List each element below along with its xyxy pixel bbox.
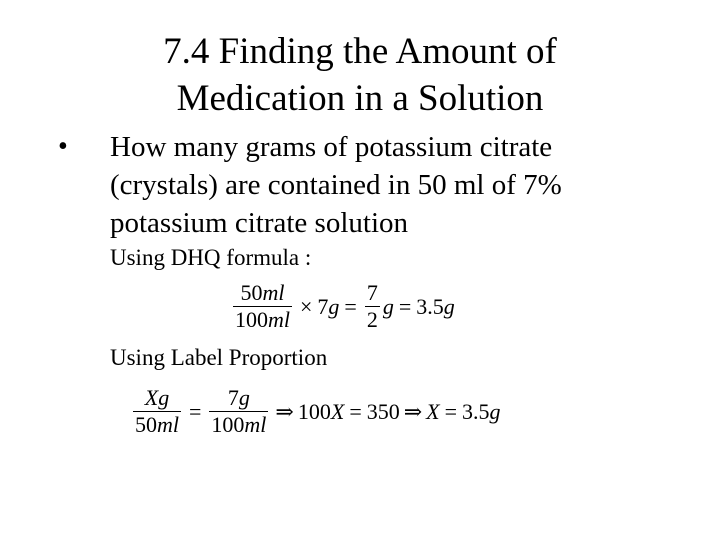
dhq-formula-label: Using DHQ formula : (110, 245, 312, 270)
implies-arrow-icon: ⇒ (275, 398, 294, 424)
equals-sign: = (444, 398, 458, 424)
fraction-numerator: Xg (144, 385, 170, 410)
fraction-denominator: 50ml (135, 412, 179, 437)
times-sign: × (300, 293, 313, 319)
equals-sign: = (189, 398, 202, 424)
equals-sign: = (349, 398, 362, 424)
dhq-result: 3.5g (416, 293, 455, 319)
dhq-equation (230, 281, 455, 332)
bullet-line-2: (crystals) are contained in 50 ml of 7% (110, 169, 562, 201)
final-variable: X (426, 398, 440, 424)
bullet-line-3: potassium citrate solution (110, 207, 409, 239)
quantity: 7g (317, 293, 340, 319)
step-value: 350 (366, 398, 400, 424)
fraction-denominator: 100ml (235, 307, 290, 332)
fraction-numerator: 7g (227, 385, 250, 410)
cross-multiply-step: 100X (297, 398, 345, 424)
dhq-fraction-2 (365, 281, 380, 332)
fraction-denominator: 100ml (211, 412, 267, 437)
equals-sign: = (344, 293, 357, 319)
implies-arrow-icon: ⇒ (403, 398, 423, 424)
proportion-equation (130, 386, 501, 437)
label-proportion-label: Using Label Proportion (110, 345, 328, 370)
dhq-fraction-1 (233, 281, 292, 332)
fraction-denominator: 2 (366, 307, 378, 332)
proportion-fraction-1 (133, 386, 181, 437)
bullet-text (110, 128, 690, 242)
title-line-1: 7.4 Finding the Amount of (163, 31, 557, 72)
equals-sign: = (398, 293, 412, 319)
fraction-numerator: 50ml (240, 280, 285, 305)
slide-title (100, 28, 620, 122)
unit: g (382, 293, 394, 319)
proportion-result: 3.5g (462, 398, 501, 424)
proportion-fraction-2 (209, 386, 268, 437)
bullet-line-1: How many grams of potassium citrate (110, 131, 553, 163)
title-line-2: Medication in a Solution (176, 78, 544, 119)
fraction-numerator: 7 (366, 280, 378, 305)
bullet-marker: • (58, 131, 68, 162)
